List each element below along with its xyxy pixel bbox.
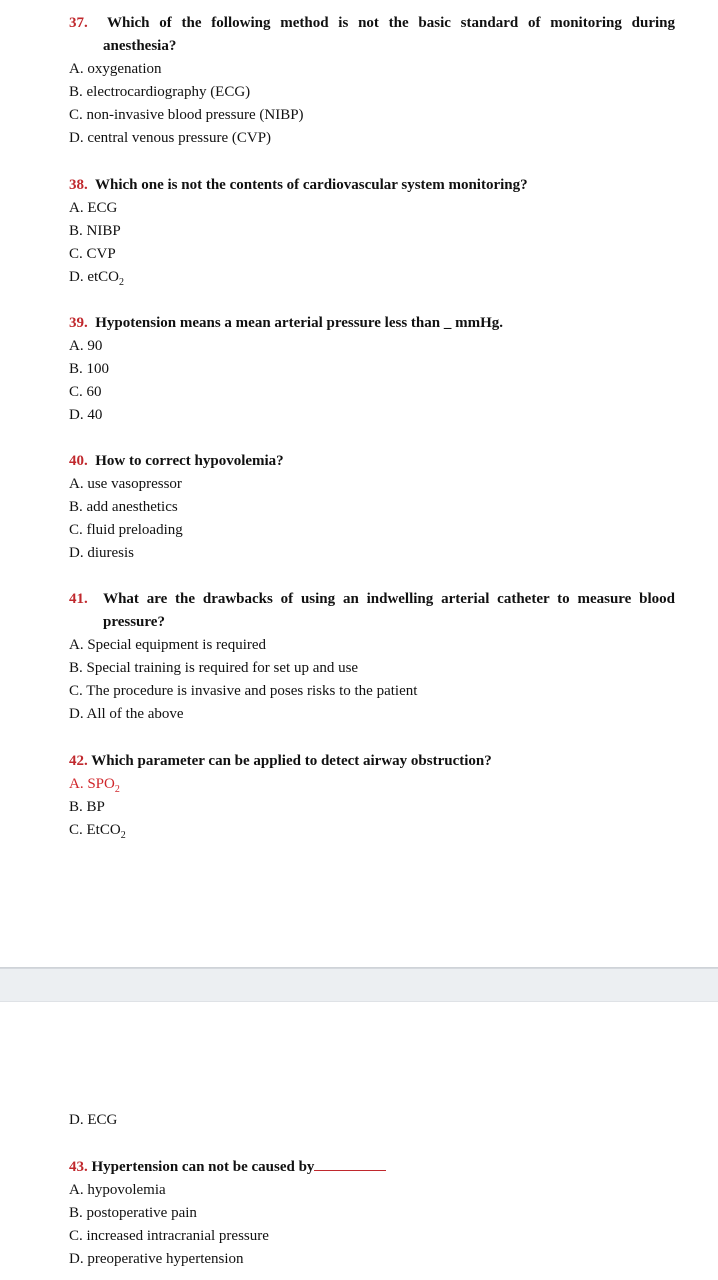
question-39-title [69, 312, 675, 335]
question-41 [69, 588, 675, 726]
option-b: B. postoperative pain [69, 1205, 197, 1221]
question-40 [69, 450, 675, 565]
question-number: 40. [69, 453, 88, 469]
question-37-title-continued: anesthesia? [103, 38, 177, 54]
option-b: B. 100 [69, 361, 110, 377]
option-c: C. CVP [69, 246, 116, 262]
option-d: D. preoperative hypertension [69, 1251, 244, 1267]
question-text: How to correct hypovolemia? [95, 453, 284, 469]
question-text: Hypertension can not be caused by [91, 1159, 315, 1175]
option-d: D. ECG [69, 1112, 118, 1128]
question-43 [69, 1156, 675, 1271]
subscript-2: 2 [114, 784, 120, 795]
question-40-title [69, 450, 675, 473]
question-42-title [69, 750, 675, 773]
subscript-2: 2 [119, 277, 124, 288]
option-d: D. central venous pressure (CVP) [69, 130, 272, 146]
option-d: D. All of the above [69, 706, 184, 722]
option-a-text: A. SPO [69, 776, 115, 792]
option-c-text: C. EtCO [69, 822, 121, 838]
question-number: 41. [69, 591, 88, 607]
option-d [69, 266, 675, 289]
option-c [69, 819, 675, 842]
option-c: C. The procedure is invasive and poses risks to the patient [69, 683, 418, 699]
question-39 [69, 312, 675, 427]
question-43-title [69, 1156, 675, 1179]
question-42-continued [69, 1109, 675, 1132]
option-c: C. increased intracranial pressure [69, 1228, 269, 1244]
option-d-text: D. etCO [69, 269, 119, 285]
question-number: 39. [69, 315, 88, 331]
option-b: B. Special training is required for set up and use [69, 660, 359, 676]
option-a: A. use vasopressor [69, 476, 182, 492]
option-a: A. hypovolemia [69, 1182, 166, 1198]
option-c: C. non-invasive blood pressure (NIBP) [69, 107, 304, 123]
option-d: D. diuresis [69, 545, 134, 561]
option-c: C. 60 [69, 384, 102, 400]
document-page-2 [0, 1002, 718, 1280]
option-c: C. fluid preloading [69, 522, 183, 538]
question-42 [69, 750, 675, 842]
answer-blank-line [314, 1156, 386, 1171]
question-41-title [69, 588, 675, 611]
option-b: B. BP [69, 799, 105, 815]
question-number: 42. [69, 753, 88, 769]
question-text: What are the drawbacks of using an indwelling arterial catheter to measure blood [103, 591, 675, 607]
question-number: 38. [69, 177, 88, 193]
question-38 [69, 174, 675, 289]
question-text: Which one is not the contents of cardiovascular system monitoring? [94, 177, 528, 193]
page-separator [0, 968, 718, 1002]
option-b: B. electrocardiography (ECG) [69, 84, 251, 100]
subscript-2: 2 [120, 830, 126, 841]
question-text: Hypotension means a mean arterial pressure less than _ mmHg. [95, 315, 504, 331]
question-38-title [69, 174, 675, 197]
question-text: Which parameter can be applied to detect airway obstruction? [91, 753, 492, 769]
question-37-title [69, 12, 675, 35]
option-a-correct [69, 773, 675, 796]
option-a: A. Special equipment is required [69, 637, 267, 653]
question-37 [69, 12, 675, 150]
question-41-title-continued: pressure? [103, 614, 165, 630]
option-d: D. 40 [69, 407, 103, 423]
option-a: A. ECG [69, 200, 118, 216]
option-b: B. NIBP [69, 223, 121, 239]
option-b: B. add anesthetics [69, 499, 178, 515]
option-a: A. oxygenation [69, 61, 162, 77]
question-number: 43. [69, 1159, 88, 1175]
question-number: 37. [69, 15, 88, 31]
question-text: Which of the following method is not the basic standard of monitoring during [107, 15, 675, 31]
option-a: A. 90 [69, 338, 103, 354]
